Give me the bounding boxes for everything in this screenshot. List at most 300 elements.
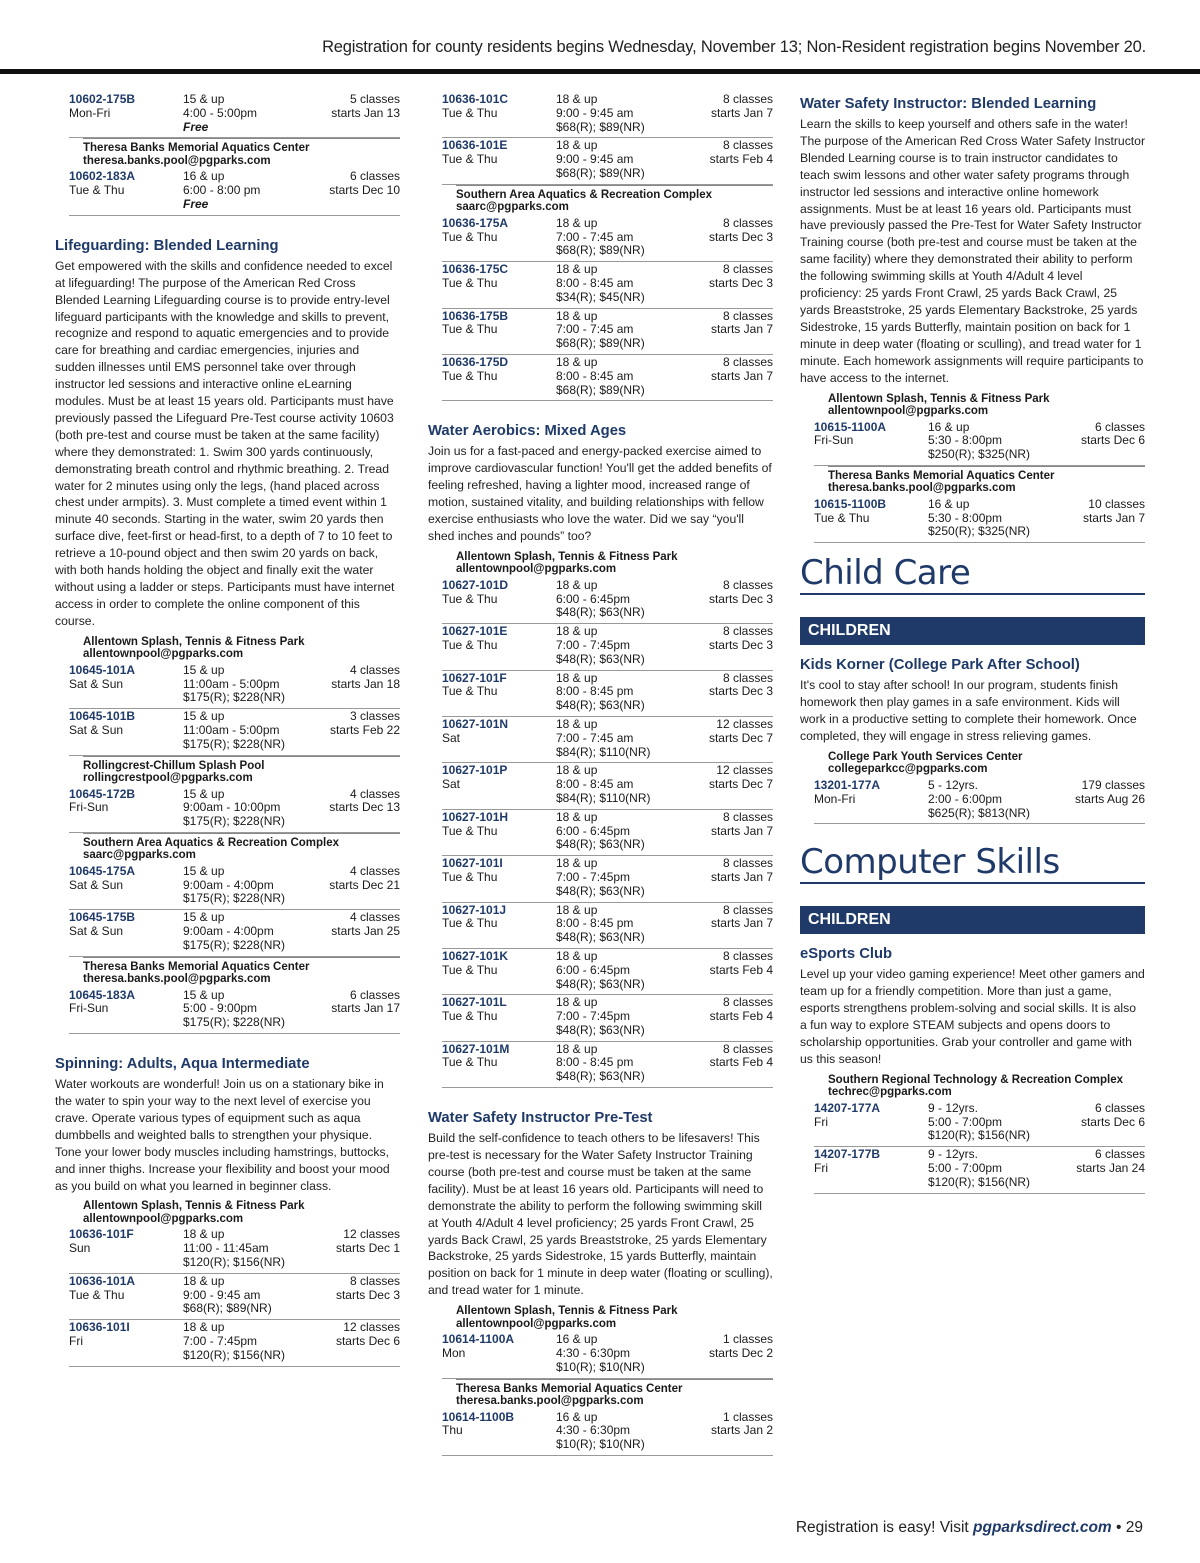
class-fee: $68(R); $89(NR) <box>556 119 645 134</box>
class-row <box>442 1042 773 1088</box>
start-date: starts Jan 17 <box>331 1001 400 1016</box>
class-details-cell <box>928 1102 1053 1143</box>
class-schedule-cell <box>681 857 773 898</box>
start-date: starts Jan 7 <box>710 105 773 120</box>
activity-code[interactable]: 10627-101P <box>442 763 508 778</box>
class-days: Thu <box>442 1423 463 1438</box>
class-details-cell <box>183 989 308 1030</box>
age-range: 15 & up <box>183 786 225 801</box>
class-fee: $10(R); $10(NR) <box>556 1437 645 1452</box>
class-fee: $48(R); $63(NR) <box>556 930 645 945</box>
start-date: starts Dec 3 <box>708 684 773 699</box>
class-days: Tue & Thu <box>442 105 498 120</box>
facility-email[interactable]: theresa.banks.pool@pgparks.com <box>83 973 271 986</box>
facility-email[interactable]: rollingcrestpool@pgparks.com <box>83 772 253 784</box>
class-schedule-cell <box>308 1321 400 1362</box>
activity-code[interactable]: 10614-1100A <box>442 1332 515 1347</box>
facility-location <box>828 1071 1145 1101</box>
start-date: starts Dec 3 <box>708 637 773 652</box>
facility-email[interactable]: theresa.banks.pool@pgparks.com <box>828 482 1016 495</box>
facility-location <box>456 1379 773 1410</box>
class-fee: $48(R); $63(NR) <box>556 605 645 620</box>
column-middle <box>428 92 773 1456</box>
class-schedule-cell <box>681 811 773 852</box>
age-range: 18 & up <box>556 215 598 230</box>
class-days: Tue & Thu <box>442 229 498 244</box>
class-schedule-cell <box>681 579 773 620</box>
class-row <box>442 903 773 949</box>
class-time: 7:00 - 7:45 am <box>556 322 634 337</box>
activity-code[interactable]: 13201-177A <box>814 777 881 792</box>
class-time: 6:00 - 8:00 pm <box>183 183 261 198</box>
class-id-cell <box>442 1043 556 1084</box>
class-row <box>69 787 400 833</box>
activity-code[interactable]: 10615-1100B <box>814 496 887 511</box>
class-row <box>69 910 400 956</box>
class-fee: $34(R); $45(NR) <box>556 289 645 304</box>
class-id-cell <box>442 625 556 666</box>
class-count: 12 classes <box>343 1320 400 1335</box>
class-count: 8 classes <box>722 577 773 592</box>
age-range: 15 & up <box>183 92 225 106</box>
class-id-cell <box>69 788 183 829</box>
class-id-cell <box>442 356 556 397</box>
class-details-cell <box>183 710 308 751</box>
activity-code[interactable]: 10627-101N <box>442 716 509 731</box>
class-id-cell <box>814 498 928 539</box>
age-range: 9 - 12yrs. <box>928 1147 979 1162</box>
class-time: 2:00 - 6:00pm <box>928 791 1003 806</box>
class-row <box>442 995 773 1041</box>
age-range: 18 & up <box>556 92 598 106</box>
class-time: 5:00 - 9:00pm <box>183 1001 258 1016</box>
age-range: 15 & up <box>183 863 225 878</box>
class-details-cell <box>556 672 681 713</box>
class-count: 12 classes <box>716 763 773 778</box>
facility-email[interactable]: saarc@pgparks.com <box>83 849 196 862</box>
activity-code[interactable]: 10636-175A <box>442 215 509 230</box>
start-date: starts Dec 6 <box>335 1333 400 1348</box>
facility-location <box>828 748 1145 778</box>
class-time: 9:00 - 9:45 am <box>183 1287 261 1302</box>
facility-name: Allentown Splash, Tennis & Fitness Park <box>83 1200 305 1213</box>
class-row <box>442 671 773 717</box>
class-schedule-cell <box>681 718 773 759</box>
class-row <box>442 949 773 995</box>
activity-code[interactable]: 10627-101I <box>442 856 503 871</box>
class-details-cell <box>556 93 681 134</box>
age-range: 18 & up <box>183 1320 225 1335</box>
age-group-bar: CHILDREN <box>800 617 1145 645</box>
start-date: starts Dec 3 <box>335 1287 400 1302</box>
class-count: 6 classes <box>1094 419 1145 434</box>
class-details-cell <box>928 498 1053 539</box>
class-fee: $68(R); $89(NR) <box>556 243 645 258</box>
class-details-cell <box>556 1043 681 1084</box>
class-fee: $68(R); $89(NR) <box>556 382 645 397</box>
facility-email[interactable]: collegeparkcc@pgparks.com <box>828 763 988 776</box>
class-count: 8 classes <box>722 670 773 685</box>
class-details-cell <box>183 865 308 906</box>
class-count: 8 classes <box>722 92 773 106</box>
class-count: 8 classes <box>722 995 773 1010</box>
age-range: 18 & up <box>183 1273 225 1288</box>
class-row <box>442 309 773 355</box>
facility-name: College Park Youth Services Center <box>828 750 1023 763</box>
class-block <box>442 92 773 185</box>
section-description: Learn the skills to keep yourself and others safe in the water! The purpose of the American Red Cross Water Safety Instructor Blended Learning course is to train instructor candidates to teach swim lessons and other water safety programs through instructor led sessions and interactive online homework assignments. Must be at least 16 years old. Participants must have previously passed the Pre-Test for Water Safety Instructor Training course (both pre-test and course must be taken at the same facility) where they demonstrated their ability to perform the following swimming skills at Youth 4/Adult 4 level proficiency: 25 yards Front Crawl, 25 yards Back Crawl, 25 yards Breaststroke, 25 yards Elementary Backstroke, 25 yards Sidestroke, 15 yards Butterfly, maintain position on back for 1 minute in deep water (floating or sculling), and tread water for 1 minute. Each homework assignments will require participants to have access to the internet. <box>800 117 1146 385</box>
class-schedule-cell <box>681 93 773 134</box>
activity-code[interactable]: 10636-101F <box>69 1227 134 1242</box>
class-fee: $175(R); $228(NR) <box>183 891 286 906</box>
activity-code[interactable]: 10627-101E <box>442 624 508 639</box>
class-block <box>69 833 400 957</box>
class-row <box>69 1227 400 1273</box>
class-count: 8 classes <box>722 809 773 824</box>
class-schedule-cell <box>681 996 773 1037</box>
class-days: Fri <box>814 1114 828 1129</box>
class-count: 12 classes <box>716 716 773 731</box>
class-schedule-cell <box>681 625 773 666</box>
age-range: 15 & up <box>183 709 225 724</box>
class-fee: $120(R); $156(NR) <box>928 1174 1031 1189</box>
class-details-cell <box>556 764 681 805</box>
start-date: starts Dec 10 <box>329 183 400 198</box>
class-days: Sat & Sun <box>69 877 124 892</box>
class-details-cell <box>556 904 681 945</box>
class-count: 8 classes <box>722 856 773 871</box>
class-schedule-cell <box>681 310 773 351</box>
section-title-spinning: Spinning: Adults, Aqua Intermediate <box>55 1056 310 1073</box>
facility-email[interactable]: allentownpool@pgparks.com <box>456 563 617 576</box>
class-block <box>442 1379 773 1456</box>
activity-code[interactable]: 10627-101K <box>442 948 509 963</box>
class-details-cell <box>183 911 308 952</box>
class-row <box>69 1320 400 1366</box>
class-row <box>442 856 773 902</box>
class-days: Sat & Sun <box>69 924 124 939</box>
facility-email[interactable]: techrec@pgparks.com <box>828 1086 952 1099</box>
class-time: 9:00 - 9:45 am <box>556 152 634 167</box>
age-range: 16 & up <box>928 419 970 434</box>
activity-code[interactable]: 10636-175B <box>442 308 509 323</box>
start-date: starts Dec 3 <box>708 229 773 244</box>
start-date: starts Dec 3 <box>708 591 773 606</box>
class-count: 1 classes <box>722 1409 773 1424</box>
class-time: 8:00 - 8:45 am <box>556 777 634 792</box>
class-time: 5:00 - 7:00pm <box>928 1160 1003 1175</box>
class-schedule-cell <box>308 710 400 751</box>
activity-code[interactable]: 10627-101H <box>442 809 509 824</box>
activity-code[interactable]: 10615-1100A <box>814 419 887 434</box>
class-schedule-cell <box>681 356 773 397</box>
class-id-cell <box>442 310 556 351</box>
age-range: 18 & up <box>556 577 598 592</box>
age-range: 18 & up <box>556 995 598 1010</box>
class-schedule-cell <box>681 950 773 991</box>
age-range: 16 & up <box>183 169 225 184</box>
class-count: 5 classes <box>349 92 400 106</box>
class-details-cell <box>556 718 681 759</box>
age-group-bar: CHILDREN <box>800 906 1145 934</box>
facility-name: Theresa Banks Memorial Aquatics Center <box>456 1382 683 1395</box>
class-id-cell <box>442 811 556 852</box>
activity-code[interactable]: 10645-183A <box>69 987 136 1002</box>
activity-code[interactable]: 10645-101A <box>69 662 136 677</box>
class-row <box>69 709 400 755</box>
class-details-cell <box>183 664 308 705</box>
facility-location <box>83 138 400 169</box>
age-range: 16 & up <box>556 1409 598 1424</box>
class-schedule-cell <box>681 1411 773 1452</box>
class-id-cell <box>69 93 183 134</box>
age-range: 18 & up <box>183 1227 225 1242</box>
class-details-cell <box>183 788 308 829</box>
class-days: Tue & Thu <box>442 591 498 606</box>
class-id-cell <box>814 421 928 462</box>
class-block <box>69 138 400 215</box>
class-fee: $84(R); $110(NR) <box>556 790 651 805</box>
class-time: 7:00 - 7:45pm <box>556 1009 631 1024</box>
footer-site-link[interactable]: pgparksdirect.com <box>973 1519 1112 1536</box>
start-date: starts Jan 2 <box>710 1423 773 1438</box>
class-time: 7:00 - 7:45pm <box>556 869 631 884</box>
facility-email[interactable]: allentownpool@pgparks.com <box>83 648 244 661</box>
class-time: 9:00am - 4:00pm <box>183 877 274 892</box>
class-row <box>442 578 773 624</box>
class-days: Mon <box>442 1345 466 1360</box>
class-id-cell <box>69 710 183 751</box>
start-date: starts Jan 7 <box>1082 510 1145 525</box>
class-details-cell <box>556 579 681 620</box>
section-title-lifeguarding: Lifeguarding: Blended Learning <box>55 237 279 254</box>
start-date: starts Feb 4 <box>709 1009 773 1024</box>
start-date: starts Aug 26 <box>1074 791 1145 806</box>
class-schedule-cell <box>308 664 400 705</box>
class-row <box>69 169 400 215</box>
class-details-cell <box>183 1321 308 1362</box>
facility-email[interactable]: theresa.banks.pool@pgparks.com <box>456 1395 644 1408</box>
facility-email[interactable]: theresa.banks.pool@pgparks.com <box>83 154 271 167</box>
class-schedule-cell <box>681 1333 773 1374</box>
class-days: Mon-Fri <box>814 791 856 806</box>
class-id-cell <box>442 996 556 1037</box>
facility-name: Allentown Splash, Tennis & Fitness Park <box>83 635 305 648</box>
activity-code[interactable]: 10627-101D <box>442 577 509 592</box>
class-time: 11:00am - 5:00pm <box>183 676 280 691</box>
class-days: Tue & Thu <box>442 962 498 977</box>
facility-email[interactable]: allentownpool@pgparks.com <box>83 1212 244 1225</box>
class-count: 8 classes <box>722 948 773 963</box>
class-row <box>814 497 1145 543</box>
activity-code[interactable]: 10636-101A <box>69 1273 136 1288</box>
class-details-cell <box>928 779 1053 820</box>
activity-code[interactable]: 10636-101I <box>69 1320 130 1335</box>
class-count: 6 classes <box>1094 1100 1145 1115</box>
class-time: 8:00 - 8:45 am <box>556 368 634 383</box>
class-row <box>69 1274 400 1320</box>
class-id-cell <box>814 779 928 820</box>
activity-code[interactable]: 10636-175C <box>442 262 509 277</box>
activity-code[interactable]: 10627-101M <box>442 1041 510 1056</box>
class-count: 8 classes <box>722 1041 773 1056</box>
class-block <box>814 1071 1145 1194</box>
class-id-cell <box>442 764 556 805</box>
class-days: Tue & Thu <box>442 152 498 167</box>
class-days: Tue & Thu <box>442 1009 498 1024</box>
start-date: starts Feb 4 <box>709 962 773 977</box>
class-time: 9:00am - 10:00pm <box>183 800 281 815</box>
class-id-cell <box>442 93 556 134</box>
age-range: 18 & up <box>556 809 598 824</box>
start-date: starts Jan 18 <box>331 676 400 691</box>
facility-location <box>456 1302 773 1332</box>
start-date: starts Dec 7 <box>708 730 773 745</box>
facility-location <box>83 1197 400 1227</box>
facility-email[interactable]: allentownpool@pgparks.com <box>828 405 989 417</box>
class-row <box>442 216 773 262</box>
activity-code[interactable]: 10627-101L <box>442 995 507 1010</box>
facility-location <box>828 466 1145 497</box>
class-fee: $175(R); $228(NR) <box>183 1015 286 1030</box>
class-days: Fri-Sun <box>69 800 109 815</box>
class-days: Tue & Thu <box>442 869 498 884</box>
class-count: 1 classes <box>722 1332 773 1347</box>
footer-prefix: Registration is easy! Visit <box>795 1519 974 1536</box>
facility-email[interactable]: allentownpool@pgparks.com <box>456 1317 617 1330</box>
class-row <box>442 717 773 763</box>
class-count: 8 classes <box>722 138 773 153</box>
section-title-water-aerobics: Water Aerobics: Mixed Ages <box>428 423 627 440</box>
class-fee: $68(R); $89(NR) <box>183 1301 272 1316</box>
class-days: Sat <box>442 777 461 792</box>
class-time: 6:00 - 6:45pm <box>556 591 631 606</box>
activity-code[interactable]: 10645-175A <box>69 863 136 878</box>
class-id-cell <box>69 1228 183 1269</box>
class-fee: $48(R); $63(NR) <box>556 883 645 898</box>
class-days: Tue & Thu <box>814 510 870 525</box>
activity-code[interactable]: 10627-101F <box>442 670 507 685</box>
class-id-cell <box>442 857 556 898</box>
facility-name: Southern Regional Technology & Recreation Complex <box>828 1073 1123 1086</box>
class-count: 4 classes <box>349 863 400 878</box>
class-schedule-cell <box>681 1043 773 1084</box>
class-block <box>442 548 773 1088</box>
class-row <box>442 262 773 308</box>
start-date: starts Dec 6 <box>1080 1114 1145 1129</box>
class-id-cell <box>69 1321 183 1362</box>
facility-name: Allentown Splash, Tennis & Fitness Park <box>828 392 1050 405</box>
class-days: Tue & Thu <box>442 275 498 290</box>
class-days: Fri <box>814 1160 828 1175</box>
class-schedule-cell <box>308 788 400 829</box>
age-range: 18 & up <box>556 716 598 731</box>
class-days: Tue & Thu <box>442 1055 498 1070</box>
activity-code[interactable]: 10636-101E <box>442 138 508 153</box>
facility-location <box>83 833 400 864</box>
class-time: 4:30 - 6:30pm <box>556 1423 631 1438</box>
activity-code[interactable]: 10627-101J <box>442 902 507 917</box>
age-range: 16 & up <box>928 496 970 511</box>
activity-code[interactable]: 10645-101B <box>69 709 136 724</box>
activity-code[interactable]: 10602-175B <box>69 92 136 106</box>
class-fee: $175(R); $228(NR) <box>183 937 286 952</box>
activity-code[interactable]: 14207-177A <box>814 1100 881 1115</box>
class-details-cell <box>556 811 681 852</box>
class-row <box>442 355 773 401</box>
facility-name: Southern Area Aquatics & Recreation Complex <box>456 188 713 201</box>
class-schedule-cell <box>1053 1102 1145 1143</box>
class-days: Tue & Thu <box>442 637 498 652</box>
class-details-cell <box>556 217 681 258</box>
class-time: 5:00 - 7:00pm <box>928 1114 1003 1129</box>
facility-location <box>828 390 1145 420</box>
class-time: 7:00 - 7:45pm <box>183 1333 258 1348</box>
age-range: 18 & up <box>556 138 598 153</box>
class-fee: $48(R); $63(NR) <box>556 698 645 713</box>
activity-code[interactable]: 10636-175D <box>442 354 509 369</box>
class-fee: $120(R); $156(NR) <box>183 1347 286 1362</box>
column-left <box>55 92 400 1367</box>
start-date: starts Dec 3 <box>708 275 773 290</box>
class-fee: Free <box>183 196 209 211</box>
class-details-cell <box>556 1411 681 1452</box>
start-date: starts Jan 24 <box>1076 1160 1145 1175</box>
activity-code[interactable]: 10636-101C <box>442 92 509 106</box>
age-range: 18 & up <box>556 308 598 323</box>
facility-name: Rollingcrest-Chillum Splash Pool <box>83 759 265 772</box>
age-range: 15 & up <box>183 910 225 925</box>
class-row <box>814 420 1145 466</box>
class-time: 11:00 - 11:45am <box>183 1241 269 1256</box>
class-schedule-cell <box>681 672 773 713</box>
class-days: Fri-Sun <box>69 1001 109 1016</box>
activity-code[interactable]: 14207-177B <box>814 1147 881 1162</box>
class-block <box>814 466 1145 543</box>
activity-code[interactable]: 10645-175B <box>69 910 136 925</box>
class-time: 7:00 - 7:45pm <box>556 637 631 652</box>
class-details-cell <box>556 1333 681 1374</box>
activity-code[interactable]: 10645-172B <box>69 786 136 801</box>
activity-code[interactable]: 10614-1100B <box>442 1409 515 1424</box>
class-id-cell <box>442 950 556 991</box>
facility-name: Allentown Splash, Tennis & Fitness Park <box>456 1305 678 1318</box>
start-date: starts Jan 7 <box>710 823 773 838</box>
class-count: 4 classes <box>349 662 400 677</box>
class-details-cell <box>556 139 681 180</box>
class-id-cell <box>814 1102 928 1143</box>
class-id-cell <box>442 1333 556 1374</box>
class-details-cell <box>556 857 681 898</box>
class-time: 5:30 - 8:00pm <box>928 510 1003 525</box>
registration-banner: Registration for county residents begins Wednesday, November 13; Non-Resident registration begins November 20. <box>322 38 1146 56</box>
footer <box>796 1519 1143 1537</box>
class-time: 6:00 - 6:45pm <box>556 823 631 838</box>
footer-page-number: • 29 <box>1111 1519 1143 1536</box>
class-id-cell <box>442 263 556 304</box>
facility-name: Southern Area Aquatics & Recreation Complex <box>83 836 340 849</box>
class-row <box>69 864 400 910</box>
facility-email[interactable]: saarc@pgparks.com <box>456 201 569 214</box>
class-id-cell <box>69 911 183 952</box>
class-row <box>442 763 773 809</box>
class-block <box>69 1197 400 1366</box>
activity-code[interactable]: 10602-183A <box>69 169 136 184</box>
class-days: Tue & Thu <box>442 368 498 383</box>
class-count: 8 classes <box>722 624 773 639</box>
class-row <box>442 92 773 138</box>
class-fee: $625(R); $813(NR) <box>928 805 1031 820</box>
